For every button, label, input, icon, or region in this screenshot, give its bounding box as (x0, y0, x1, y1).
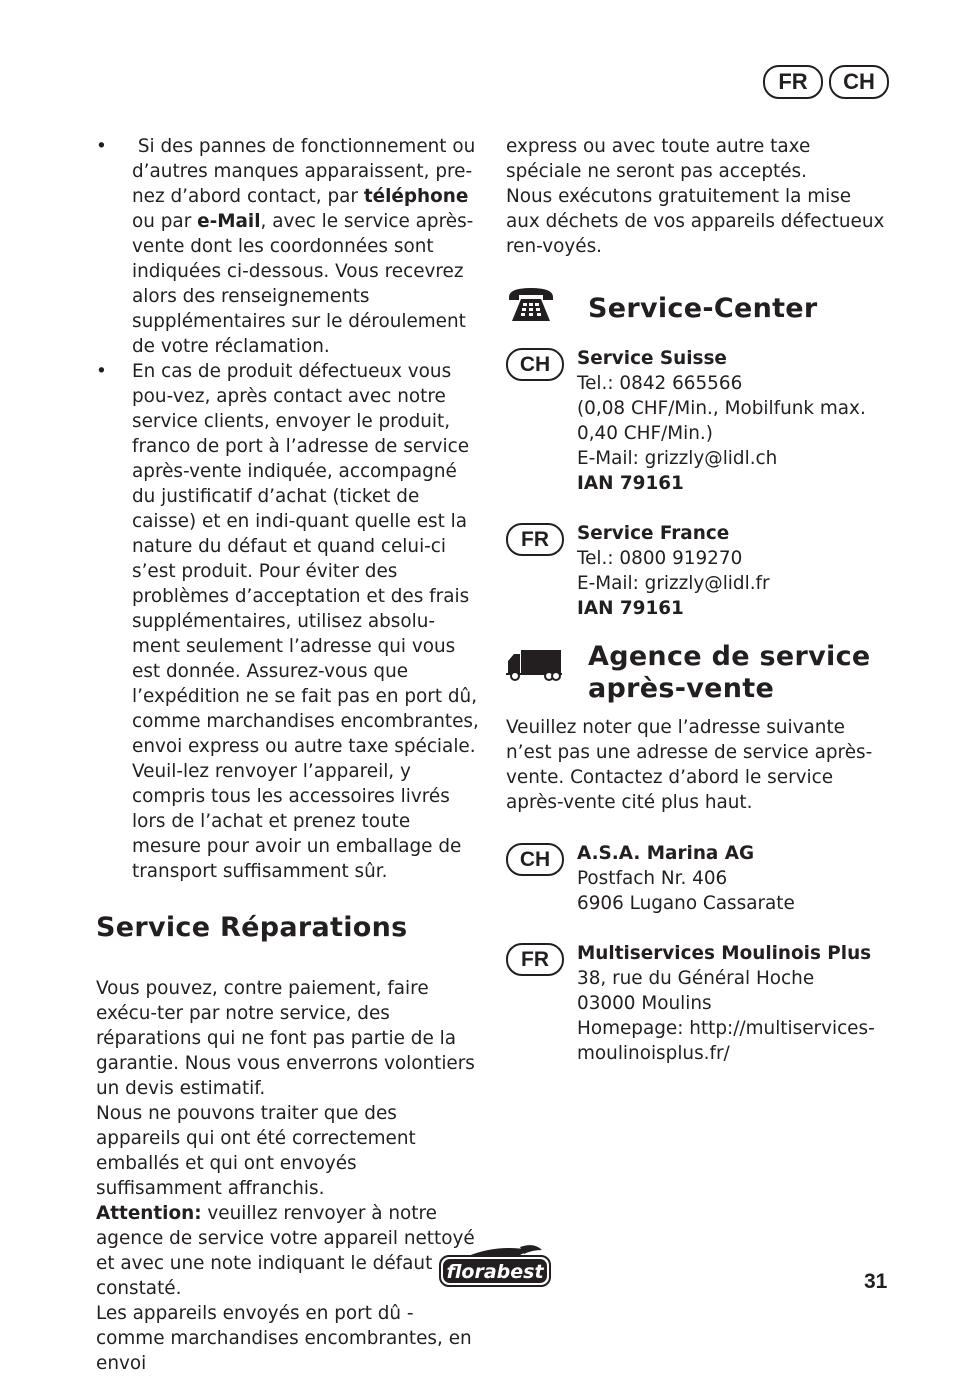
badge-fr: FR (506, 523, 564, 556)
contact-tel: Tel.: 0800 919270 (577, 548, 743, 569)
repairs-heading: Service Réparations (96, 912, 408, 943)
agency-homepage: moulinoisplus.fr/ (577, 1043, 730, 1064)
agency-address: Postfach Nr. 406 (577, 868, 728, 889)
contact-ian: IAN 79161 (577, 473, 684, 494)
contact-price: (0,08 CHF/Min., Mobilfunk max. (577, 398, 866, 419)
truck-icon (506, 649, 562, 688)
agency-homepage: Homepage: http://multiservices- (577, 1018, 875, 1039)
repairs-text (96, 976, 482, 1376)
badge-ch: CH (829, 65, 889, 99)
bullet-item (96, 359, 482, 884)
service-center-header (506, 285, 886, 329)
bullet-dot: • (96, 361, 107, 382)
continued-paragraph-1: express ou avec toute autre taxe spéciale ne seront pas acceptés. (506, 136, 811, 182)
bullet-item (96, 134, 482, 359)
agency-note: Veuillez noter que l’adresse suivante n’est pas une adresse de service après-vente. Contactez d’abord le service après-vente cité plus haut. (506, 717, 873, 813)
agency-address: 38, rue du Général Hoche (577, 968, 815, 989)
agency-header (506, 641, 886, 715)
agency-address: 6906 Lugano Cassarate (577, 893, 795, 914)
agency-address: 03000 Moulins (577, 993, 712, 1014)
contact-email: E-Mail: grizzly@lidl.fr (577, 573, 770, 594)
contact-ian: IAN 79161 (577, 598, 684, 619)
repairs-paragraph-2: Nous ne pouvons traiter que des appareils qui ont été correctement emballés et qui ont envoyés suffisamment affranchis. (96, 1103, 416, 1199)
agency-fr (506, 941, 886, 1066)
agency-ch (506, 841, 886, 916)
florabest-logo (438, 1244, 552, 1288)
attention-paragraph: Attention: veuillez renvoyer à notre agence de service votre appareil nettoyé et avec une note indiquant le défaut constaté. (96, 1203, 475, 1299)
bullet-text-2: En cas de produit défectueux vous pou-vez, après contact avec notre service clients, envoyer le produit, franco de port à l’adresse de service après-vente indiquée, accompagné du justificatif d’achat (ticket de caisse) et en indi-quant quelle est la nature du défaut et quand celui-ci s’est produit. Pour éviter des problèmes d’acceptation et des frais supplémentaires, utilisez absolu-ment seulement l’adresse qui vous est donnée. Assurez-vous que l’expédition ne se fait pas en port dû, comme marchandises encombrantes, envoi express ou autre taxe spéciale. Veuil-lez renvoyer l’appareil, y compris tous les accessoires livrés lors de l’achat et prenez toute mesure pour avoir un emballage de transport suffisamment sûr. (132, 361, 479, 882)
telephone-icon (506, 285, 556, 332)
contact-ch (506, 346, 886, 496)
contact-price: 0,40 CHF/Min.) (577, 423, 713, 444)
contact-title: Service France (577, 523, 730, 544)
continued-text (506, 134, 886, 259)
contact-title: Service Suisse (577, 348, 727, 369)
left-column (96, 134, 482, 1376)
contact-fr (506, 521, 886, 621)
language-badges (763, 65, 889, 99)
repairs-paragraph-3: Les appareils envoyés en port dû - comme marchandises encombrantes, en envoi (96, 1303, 472, 1374)
bullet-text-1: Si des pannes de fonctionnement ou d’autres manques apparaissent, pre-nez d’abord contact, par téléphone ou par e-Mail, avec le service après-vente dont les coordonnées sont indiquées ci-dessous. Vous recevrez alors des renseignements supplémentaires sur le déroulement de votre réclamation. (132, 136, 476, 357)
contact-tel: Tel.: 0842 665566 (577, 373, 743, 394)
bullet-list (96, 134, 482, 884)
service-center-heading: Service-Center (588, 293, 818, 324)
badge-fr: FR (763, 65, 823, 99)
page-number: 31 (864, 1270, 888, 1293)
continued-paragraph-2: Nous exécutons gratuitement la mise aux déchets de vos appareils défectueux ren-voyés. (506, 186, 885, 257)
badge-fr: FR (506, 943, 564, 976)
right-column (506, 134, 886, 1066)
agency-title: Multiservices Moulinois Plus (577, 943, 872, 964)
badge-ch: CH (506, 843, 564, 876)
attention-label: Attention: (96, 1203, 202, 1224)
svg-text:florabest: florabest (446, 1261, 544, 1283)
agency-heading: Agence de service après-vente (588, 641, 871, 704)
contact-email: E-Mail: grizzly@lidl.ch (577, 448, 778, 469)
agency-title: A.S.A. Marina AG (577, 843, 755, 864)
badge-ch: CH (506, 348, 564, 381)
bullet-dot: • (96, 136, 107, 157)
repairs-paragraph-1: Vous pouvez, contre paiement, faire exécu-ter par notre service, des réparations qui ne font pas partie de la garantie. Nous vous enverrons volontiers un devis estimatif. (96, 978, 475, 1099)
